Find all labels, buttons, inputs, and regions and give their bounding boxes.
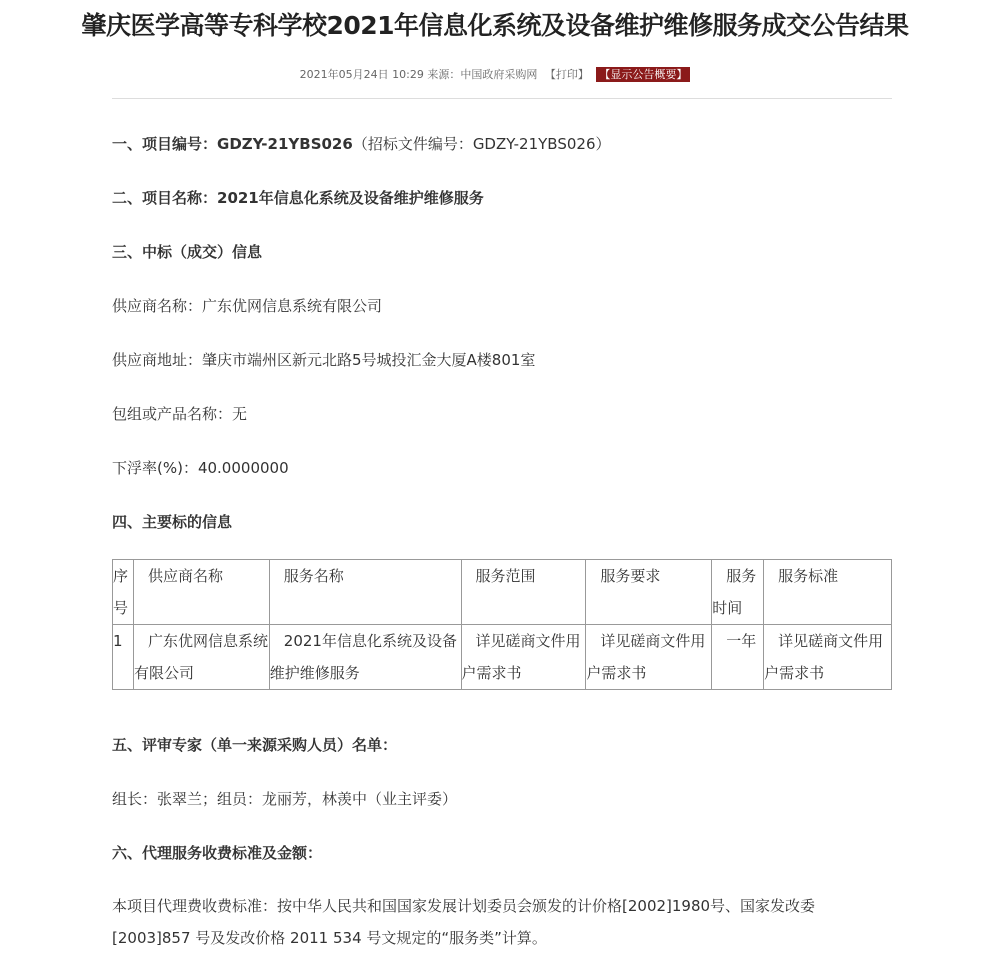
section-award-info: 三、中标（成交）信息 (112, 243, 263, 261)
header-cell: 服务要求 (586, 560, 712, 625)
table-header-row (113, 560, 892, 625)
table-row (113, 625, 892, 690)
source-label: 来源： (427, 68, 461, 81)
source-name: 中国政府采购网 (460, 68, 538, 81)
table-cell: 详见磋商文件用户需求书 (461, 625, 586, 690)
header-cell: 供应商名称 (133, 560, 269, 625)
publish-datetime: 2021年05月24日 10:29 (299, 68, 424, 81)
tender-doc-number: （招标文件编号：GDZY-21YBS026） (352, 135, 611, 153)
table-cell: 一年 (712, 625, 764, 690)
section-project-name: 二、项目名称：2021年信息化系统及设备维护维修服务 (112, 189, 484, 207)
agency-fee-text: 本项目代理费收费标准：按中华人民共和国国家发展计划委员会颁发的计价格[2002]1980号、国家发改委[2003]857 号及发改价格 2011 534 号文规定的“服务类”计算。 (112, 897, 816, 947)
header-cell: 服务时间 (712, 560, 764, 625)
header-cell: 服务名称 (269, 560, 461, 625)
table-cell: 2021年信息化系统及设备维护维修服务 (269, 625, 461, 690)
header-cell: 服务范围 (461, 560, 586, 625)
supplier-address: 供应商地址：肇庆市端州区新元北路5号城投汇金大厦A楼801室 (112, 351, 536, 369)
page-title: 肇庆医学高等专科学校2021年信息化系统及设备维护维修服务成交公告结果 (81, 11, 909, 40)
section-project-number (112, 133, 611, 154)
table-cell: 详见磋商文件用户需求书 (764, 625, 892, 690)
subject-info-table (112, 559, 892, 690)
table-cell: 1 (113, 625, 134, 690)
divider (112, 98, 892, 99)
package-name: 包组或产品名称：无 (112, 405, 248, 423)
header-cell: 序号 (113, 560, 134, 625)
supplier-name: 供应商名称：广东优网信息系统有限公司 (112, 297, 383, 315)
discount-rate: 下浮率(%)：40.0000000 (112, 459, 289, 477)
section-experts: 五、评审专家（单一来源采购人员）名单： (112, 736, 398, 754)
show-summary-button[interactable]: 【显示公告概要】 (596, 67, 690, 82)
table-cell: 详见磋商文件用户需求书 (586, 625, 712, 690)
section-subject-info: 四、主要标的信息 (112, 513, 233, 531)
project-number: 一、项目编号：GDZY-21YBS026 (112, 135, 353, 153)
print-link[interactable]: 【打印】 (544, 68, 589, 81)
section-agency-fee: 六、代理服务收费标准及金额： (112, 844, 323, 862)
meta-line (0, 66, 990, 82)
header-cell: 服务标准 (764, 560, 892, 625)
table-cell: 广东优网信息系统有限公司 (133, 625, 269, 690)
experts-list: 组长：张翠兰；组员：龙丽芳，林羡中（业主评委） (112, 790, 458, 808)
